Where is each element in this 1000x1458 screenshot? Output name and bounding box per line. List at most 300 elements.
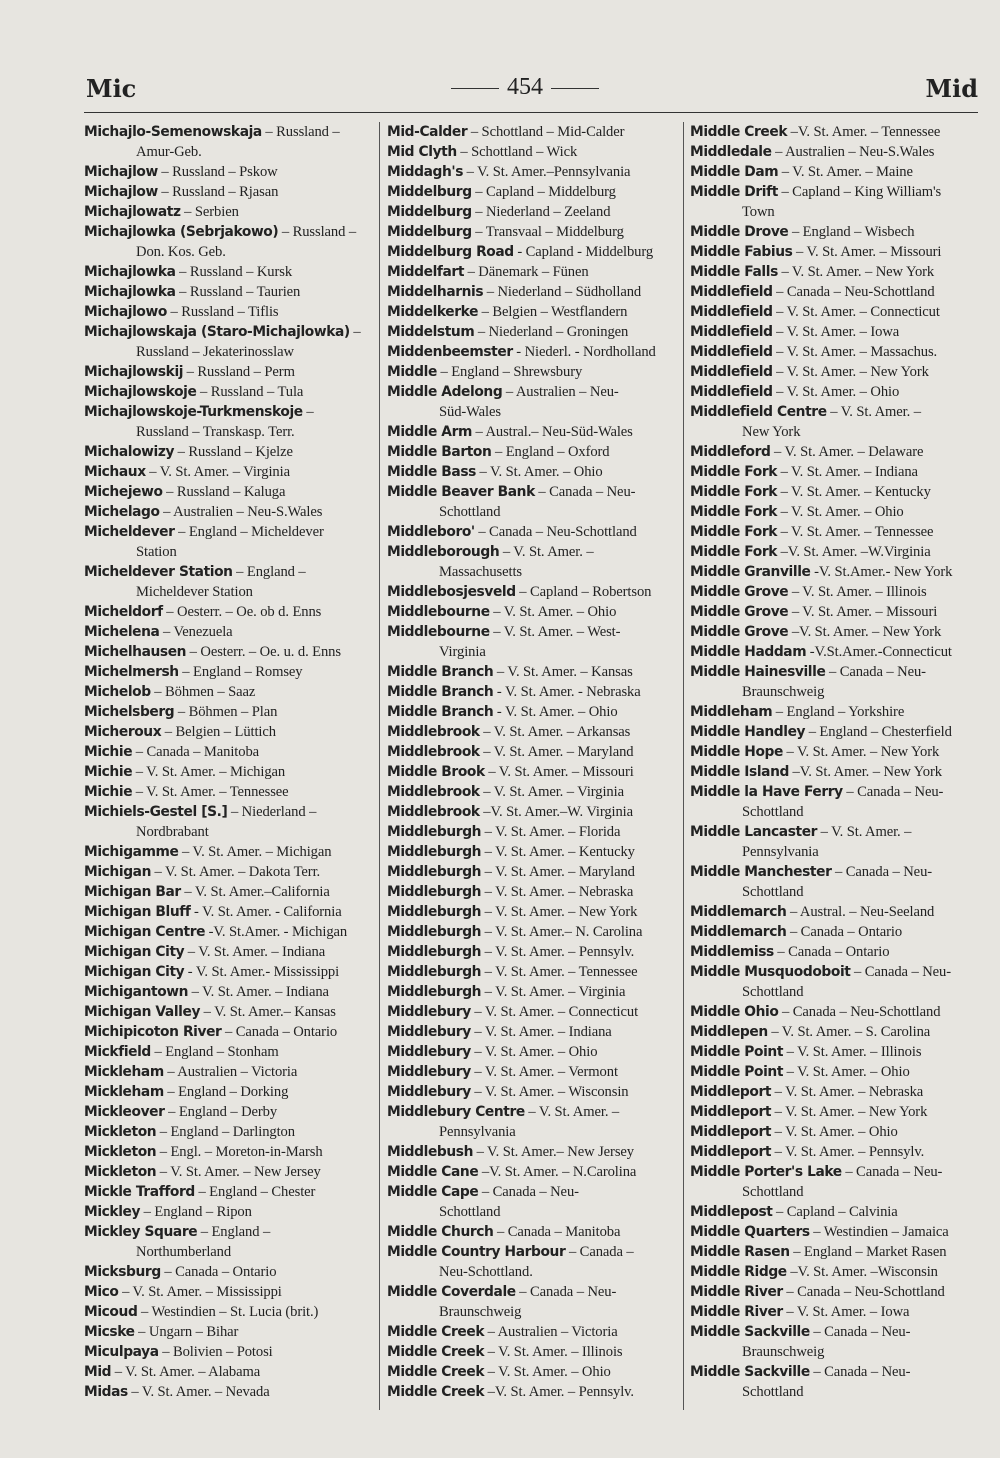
- place-name: Middle Rasen: [690, 1244, 790, 1260]
- place-name: Middleburgh: [387, 904, 482, 920]
- gazetteer-entry: [84, 1142, 380, 1162]
- place-location: – England – Dorking: [163, 1084, 289, 1100]
- gazetteer-entry: [387, 522, 683, 542]
- gazetteer-entry: [84, 722, 380, 742]
- place-location: – Capland – Robertson: [515, 584, 652, 600]
- place-name: Michajlowskoje: [84, 384, 197, 400]
- entry-continuation: [84, 582, 380, 602]
- place-name: Middle Country Harbour: [387, 1244, 566, 1260]
- place-name: Michalowizy: [84, 444, 175, 460]
- gazetteer-entry: [690, 502, 986, 522]
- place-location: – V. St. Amer. – New York: [777, 264, 935, 280]
- gazetteer-entry: [387, 242, 683, 262]
- gazetteer-entry: [690, 462, 986, 482]
- gazetteer-entry: [84, 1062, 380, 1082]
- gazetteer-entry: [387, 542, 683, 562]
- gazetteer-entry: [387, 442, 683, 462]
- place-name: Middleburgh: [387, 884, 482, 900]
- entry-continuation: [84, 1242, 380, 1262]
- place-name: Michipicoton River: [84, 1024, 222, 1040]
- place-location: – V. St. Amer. – Virginia: [479, 784, 624, 800]
- place-name: Middle Porter's Lake: [690, 1164, 842, 1180]
- gazetteer-entry: [84, 482, 380, 502]
- page-number: [440, 74, 610, 101]
- place-name: Middle Branch: [387, 704, 494, 720]
- place-location: – V. St. Amer. – Alabama: [111, 1364, 261, 1380]
- place-name: Michie: [84, 784, 133, 800]
- place-location: – V. St. Amer. – Illinois: [783, 1044, 922, 1060]
- gazetteer-entry: [84, 1322, 380, 1342]
- place-location: – Canada – Ontario: [160, 1264, 277, 1280]
- place-name: Middle Lancaster: [690, 824, 818, 840]
- gazetteer-entry: [387, 702, 683, 722]
- place-location: – V. St. Amer. – Tennessee: [777, 524, 934, 540]
- place-location: – Capland – Middelburg: [471, 184, 616, 200]
- place-location: – Niederland – Südholland: [483, 284, 642, 300]
- gazetteer-entry: [387, 682, 683, 702]
- place-location: – Bolivien – Potosi: [158, 1344, 273, 1360]
- place-location: – England – Ripon: [140, 1204, 252, 1220]
- gazetteer-entry: [690, 522, 986, 542]
- gazetteer-entry: [84, 1182, 380, 1202]
- place-name: Mickleham: [84, 1064, 164, 1080]
- gazetteer-entry: [84, 1002, 380, 1022]
- gazetteer-entry: [690, 482, 986, 502]
- place-name: Micheldorf: [84, 604, 163, 620]
- place-location: – Canada – Neu-: [515, 1284, 617, 1300]
- place-location: – V. St. Amer. – Ohio: [777, 504, 904, 520]
- place-location: Schottland: [742, 804, 804, 820]
- gazetteer-entry: [690, 282, 986, 302]
- place-location: Braunschweig: [742, 1344, 825, 1360]
- gazetteer-entry: [387, 1222, 683, 1242]
- place-name: Middlefield: [690, 324, 773, 340]
- gazetteer-entry: [387, 202, 683, 222]
- gazetteer-entry: [690, 1002, 986, 1022]
- place-name: Middleborough: [387, 544, 500, 560]
- place-name: Middle Bass: [387, 464, 476, 480]
- place-location: – V. St. Amer. –: [826, 404, 921, 420]
- gazetteer-entry: [84, 1342, 380, 1362]
- gazetteer-entry: [84, 302, 380, 322]
- place-location: – V. St. Amer. – Illinois: [484, 1344, 623, 1360]
- place-name: Middle Cape: [387, 1184, 479, 1200]
- place-location: –V. St. Amer.–W. Virginia: [479, 804, 634, 820]
- gazetteer-entry: [84, 882, 380, 902]
- place-location: – Canada – Ontario: [786, 924, 903, 940]
- gazetteer-entry: [387, 662, 683, 682]
- place-location: – Russland – Kursk: [175, 264, 293, 280]
- entry-continuation: [387, 1302, 683, 1322]
- place-location: – V. St. Amer. – Ohio: [771, 1124, 898, 1140]
- place-location: – V. St. Amer. – Iowa: [772, 324, 900, 340]
- place-name: Middle Creek: [387, 1324, 485, 1340]
- gazetteer-entry: [387, 1022, 683, 1042]
- entry-column-2: [387, 122, 683, 1422]
- place-location: – Australien – Victoria: [163, 1064, 298, 1080]
- place-location: – V. St. Amer. – Connecticut: [470, 1004, 639, 1020]
- place-name: Middle Beaver Bank: [387, 484, 535, 500]
- place-name: Middle Granville: [690, 564, 811, 580]
- place-location: – England – Market Rasen: [789, 1244, 947, 1260]
- place-name: Middlemiss: [690, 944, 774, 960]
- place-name: Mickleton: [84, 1144, 157, 1160]
- place-location: Town: [742, 204, 775, 220]
- gazetteer-entry: [84, 222, 380, 242]
- place-name: Michajlow: [84, 184, 158, 200]
- place-location: Northumberland: [136, 1244, 232, 1260]
- gazetteer-entry: [690, 722, 986, 742]
- place-location: – Oesterr. – Oe. u. d. Enns: [186, 644, 341, 660]
- gazetteer-entry: [690, 442, 986, 462]
- place-name: Middelburg: [387, 204, 472, 220]
- gazetteer-entry: [690, 822, 986, 842]
- gazetteer-entry: [387, 862, 683, 882]
- place-name: Middlemarch: [690, 924, 787, 940]
- place-name: Michigan Bluff: [84, 904, 191, 920]
- gazetteer-entry: [387, 982, 683, 1002]
- place-location: - Niederl. - Nordholland: [512, 344, 656, 360]
- entry-continuation: [84, 242, 380, 262]
- gazetteer-entry: [690, 902, 986, 922]
- place-name: Michiels-Gestel [S.]: [84, 804, 228, 820]
- place-name: Michie: [84, 744, 133, 760]
- place-name: Middlefield: [690, 284, 773, 300]
- place-name: Michigan: [84, 864, 151, 880]
- place-name: Middle Falls: [690, 264, 778, 280]
- place-location: Russland – Jekaterinosslaw: [136, 344, 294, 360]
- place-location: Braunschweig: [742, 684, 825, 700]
- place-name: Middleburgh: [387, 824, 482, 840]
- gazetteer-entry: [84, 862, 380, 882]
- place-name: Middlefield: [690, 384, 773, 400]
- place-name: Middlefield: [690, 364, 773, 380]
- place-name: Middlebourne: [387, 604, 490, 620]
- entry-continuation: [690, 682, 986, 702]
- place-location: –V. St. Amer. –W.Virginia: [777, 544, 931, 560]
- place-location: – Canada – Neu-: [841, 1164, 943, 1180]
- place-name: Middle Grove: [690, 584, 789, 600]
- place-location: – Böhmen – Plan: [174, 704, 278, 720]
- place-location: Pennsylvania: [439, 1124, 516, 1140]
- gazetteer-entry: [387, 1342, 683, 1362]
- place-location: – V. St. Amer. –: [524, 1104, 620, 1120]
- place-name: Middle Church: [387, 1224, 494, 1240]
- place-location: – Austral. – Neu-Seeland: [786, 904, 935, 920]
- gazetteer-entry: [690, 302, 986, 322]
- gazetteer-entry: [690, 142, 986, 162]
- place-name: Middleburgh: [387, 944, 482, 960]
- place-location: – V. St. Amer. – Maryland: [481, 864, 635, 880]
- place-location: – Canada – Neu-: [809, 1364, 911, 1380]
- entry-continuation: [690, 202, 986, 222]
- gazetteer-entry: [690, 962, 986, 982]
- gazetteer-entry: [690, 1122, 986, 1142]
- place-location: Neu-Schottland.: [439, 1264, 533, 1280]
- gazetteer-entry: [84, 1382, 380, 1402]
- gazetteer-entry: [690, 1302, 986, 1322]
- place-location: – Russland – Pskow: [157, 164, 278, 180]
- place-location: – England – Shrewsbury: [436, 364, 583, 380]
- gazetteer-entry: [387, 322, 683, 342]
- gazetteer-entry: [387, 282, 683, 302]
- place-location: – Russland – Tula: [196, 384, 304, 400]
- gazetteer-entry: [690, 222, 986, 242]
- place-location: – V. St. Amer. – Ohio: [475, 464, 603, 480]
- place-name: Middle Grove: [690, 604, 789, 620]
- place-name: Middle Drove: [690, 224, 789, 240]
- gazetteer-entry: [84, 402, 380, 422]
- place-location: – V. St. Amer. – Dakota Terr.: [151, 864, 321, 880]
- place-name: Mickleover: [84, 1104, 165, 1120]
- gazetteer-entry: [690, 322, 986, 342]
- place-location: – V. St. Amer. – Illinois: [788, 584, 927, 600]
- gazetteer-entry: [387, 1062, 683, 1082]
- place-location: –: [349, 324, 361, 340]
- place-name: Michelago: [84, 504, 160, 520]
- gazetteer-entry: [84, 1162, 380, 1182]
- place-name: Middleham: [690, 704, 773, 720]
- place-location: – Canada – Neu-Schottland: [782, 1284, 945, 1300]
- place-name: Middle Quarters: [690, 1224, 810, 1240]
- gazetteer-entry: [690, 162, 986, 182]
- place-name: Middleburgh: [387, 844, 482, 860]
- gazetteer-entry: [84, 202, 380, 222]
- gazetteer-entry: [84, 522, 380, 542]
- gazetteer-entry: [387, 922, 683, 942]
- gazetteer-entry: [84, 502, 380, 522]
- place-location: – V. St. Amer. – Indiana: [184, 944, 326, 960]
- gazetteer-entry: [387, 342, 683, 362]
- place-location: – Serbien: [180, 204, 239, 220]
- place-name: Michelob: [84, 684, 151, 700]
- gazetteer-entry: [387, 842, 683, 862]
- gazetteer-entry: [84, 282, 380, 302]
- place-name: Micheldever Station: [84, 564, 233, 580]
- place-name: Michajlowka (Sebrjakowo): [84, 224, 279, 240]
- place-location: –V. St. Amer. –Wisconsin: [786, 1264, 938, 1280]
- place-location: – Venezuela: [159, 624, 233, 640]
- place-location: – Canada – Neu-: [809, 1324, 911, 1340]
- place-name: Michajlowo: [84, 304, 167, 320]
- place-location: Don. Kos. Geb.: [136, 244, 226, 260]
- entry-continuation: [690, 1382, 986, 1402]
- place-location: – Canada – Neu-: [831, 864, 933, 880]
- gazetteer-entry: [387, 1082, 683, 1102]
- place-name: Middle River: [690, 1284, 783, 1300]
- gazetteer-entry: [84, 322, 380, 342]
- gazetteer-entry: [84, 942, 380, 962]
- place-location: – Canada – Neu-Schottland: [474, 524, 637, 540]
- entry-column-3: [690, 122, 986, 1422]
- place-location: Massachusetts: [439, 564, 523, 580]
- gazetteer-entry: [84, 642, 380, 662]
- entry-continuation: [387, 1122, 683, 1142]
- place-name: Miculpaya: [84, 1344, 159, 1360]
- gazetteer-entry: [690, 1062, 986, 1082]
- gazetteer-entry: [84, 982, 380, 1002]
- place-name: Middle Arm: [387, 424, 472, 440]
- place-location: – Canada – Neu-: [850, 964, 952, 980]
- gazetteer-entry: [690, 1262, 986, 1282]
- gazetteer-entry: [84, 1262, 380, 1282]
- place-location: – V. St. Amer. –: [817, 824, 912, 840]
- place-name: Middle Hainesville: [690, 664, 826, 680]
- place-name: Middleport: [690, 1144, 772, 1160]
- place-location: – V. St. Amer. – Michigan: [178, 844, 332, 860]
- place-name: Middlepost: [690, 1204, 773, 1220]
- place-name: Middle Branch: [387, 684, 494, 700]
- place-location: – V. St. Amer. – New York: [782, 744, 940, 760]
- place-location: – Austral.– Neu-Süd-Wales: [471, 424, 633, 440]
- place-name: Middle Adelong: [387, 384, 503, 400]
- gazetteer-entry: [387, 302, 683, 322]
- place-name: Middlebury: [387, 1044, 471, 1060]
- place-location: – Canada – Manitoba: [493, 1224, 621, 1240]
- gazetteer-entry: [690, 562, 986, 582]
- place-location: – Russland – Rjasan: [157, 184, 279, 200]
- place-name: Michajlowka: [84, 284, 176, 300]
- place-location: – Transvaal – Middelburg: [471, 224, 624, 240]
- place-location: – V. St. Amer.– New Jersey: [473, 1144, 634, 1160]
- place-location: – England – Chester: [194, 1184, 316, 1200]
- place-name: Middlepen: [690, 1024, 768, 1040]
- place-location: Schottland: [742, 1384, 804, 1400]
- place-name: Michelmersh: [84, 664, 179, 680]
- gazetteer-entry: [387, 122, 683, 142]
- place-location: – England – Chesterfield: [805, 724, 952, 740]
- place-name: Mickleton: [84, 1164, 157, 1180]
- entry-continuation: [387, 642, 683, 662]
- place-name: Middle Fabius: [690, 244, 793, 260]
- gazetteer-entry: [690, 1282, 986, 1302]
- place-name: Mickley: [84, 1204, 141, 1220]
- entry-continuation: [387, 502, 683, 522]
- place-location: Schottland: [742, 1184, 804, 1200]
- place-location: – V. St. Amer. – Tennessee: [132, 784, 289, 800]
- place-name: Middlebosjesveld: [387, 584, 516, 600]
- gazetteer-entry: [690, 402, 986, 422]
- gazetteer-entry: [387, 942, 683, 962]
- place-name: Michajlowskoje-Turkmenskoje: [84, 404, 303, 420]
- place-name: Middlebury: [387, 1004, 471, 1020]
- gazetteer-entry: [690, 662, 986, 682]
- gazetteer-entry: [84, 462, 380, 482]
- place-name: Middle Fork: [690, 504, 778, 520]
- gazetteer-entry: [387, 962, 683, 982]
- place-name: Middle Branch: [387, 664, 494, 680]
- place-name: Middelfart: [387, 264, 465, 280]
- place-name: Middle Handley: [690, 724, 806, 740]
- place-name: Middle Drift: [690, 184, 778, 200]
- place-location: –V. St. Amer. – N.Carolina: [478, 1164, 637, 1180]
- place-name: Middle Fork: [690, 464, 778, 480]
- place-location: – V. St. Amer. – New York: [772, 364, 929, 380]
- gazetteer-entry: [690, 862, 986, 882]
- entry-continuation: [84, 542, 380, 562]
- gazetteer-entry: [690, 1102, 986, 1122]
- gazetteer-entry: [690, 1162, 986, 1182]
- place-location: Station: [136, 544, 177, 560]
- entry-continuation: [690, 882, 986, 902]
- place-name: Michelhausen: [84, 644, 187, 660]
- place-location: – Canada – Ontario: [773, 944, 890, 960]
- gazetteer-entry: [387, 1102, 683, 1122]
- place-name: Michigamme: [84, 844, 179, 860]
- gazetteer-entry: [387, 482, 683, 502]
- place-location: – V. St. Amer. – Missouri: [788, 604, 938, 620]
- place-location: – V. St. Amer. – New York: [481, 904, 638, 920]
- place-name: Middle Fork: [690, 524, 778, 540]
- place-name: Mickley Square: [84, 1224, 198, 1240]
- place-location: – Westindien – St. Lucia (brit.): [137, 1304, 319, 1320]
- gazetteer-entry: [387, 1322, 683, 1342]
- gazetteer-entry: [387, 1282, 683, 1302]
- place-location: – V. St. Amer. – Nebraska: [481, 884, 634, 900]
- gazetteer-entry: [84, 562, 380, 582]
- place-name: Micoud: [84, 1304, 138, 1320]
- gazetteer-entry: [387, 1042, 683, 1062]
- gazetteer-entry: [387, 1182, 683, 1202]
- gazetteer-entry: [84, 1362, 380, 1382]
- place-name: Middlebourne: [387, 624, 490, 640]
- place-location: – Canada – Neu-Schottland: [778, 1004, 941, 1020]
- entry-continuation: [690, 982, 986, 1002]
- place-name: Middle Dam: [690, 164, 779, 180]
- gazetteer-entry: [387, 462, 683, 482]
- place-location: – Australien – Neu-S.Wales: [771, 144, 935, 160]
- place-name: Middle Creek: [387, 1364, 485, 1380]
- place-location: – Russland –: [261, 124, 340, 140]
- place-location: Schottland: [742, 984, 804, 1000]
- place-location: – V. St. Amer. – Virginia: [481, 984, 626, 1000]
- gazetteer-entry: [84, 1302, 380, 1322]
- place-location: – Russland – Perm: [183, 364, 295, 380]
- place-location: – V. St. Amer. – S. Carolina: [767, 1024, 931, 1040]
- gazetteer-entry: [84, 622, 380, 642]
- place-name: Middelburg: [387, 184, 472, 200]
- gazetteer-entry: [690, 382, 986, 402]
- place-name: Michigantown: [84, 984, 189, 1000]
- place-name: Middle Creek: [387, 1384, 485, 1400]
- place-location: Süd-Wales: [439, 404, 501, 420]
- gazetteer-entry: [84, 662, 380, 682]
- place-location: – Westindien – Jamaica: [809, 1224, 949, 1240]
- place-location: - V. St. Amer. - Nebraska: [493, 684, 641, 700]
- place-location: – Niederland –: [227, 804, 317, 820]
- place-name: Mickfield: [84, 1044, 151, 1060]
- place-location: – V. St. Amer. – Massachus.: [772, 344, 938, 360]
- gazetteer-entry: [84, 962, 380, 982]
- gazetteer-entry: [690, 622, 986, 642]
- place-name: Middlebrook: [387, 784, 480, 800]
- place-name: Middle Point: [690, 1044, 784, 1060]
- place-name: Michigan Bar: [84, 884, 181, 900]
- place-location: –: [302, 404, 314, 420]
- header-rule: [84, 112, 978, 113]
- place-name: Middle River: [690, 1304, 783, 1320]
- gazetteer-entry: [387, 182, 683, 202]
- place-name: Michajlo-Semenowskaja: [84, 124, 262, 140]
- place-location: – England – Yorkshire: [772, 704, 905, 720]
- place-location: – V. St. Amer.– Kansas: [200, 1004, 336, 1020]
- gazetteer-entry: [690, 642, 986, 662]
- place-location: – V. St. Amer. –: [499, 544, 594, 560]
- place-location: Amur-Geb.: [136, 144, 202, 160]
- gazetteer-entry: [84, 382, 380, 402]
- place-name: Michajlow: [84, 164, 158, 180]
- place-name: Middlebury: [387, 1084, 471, 1100]
